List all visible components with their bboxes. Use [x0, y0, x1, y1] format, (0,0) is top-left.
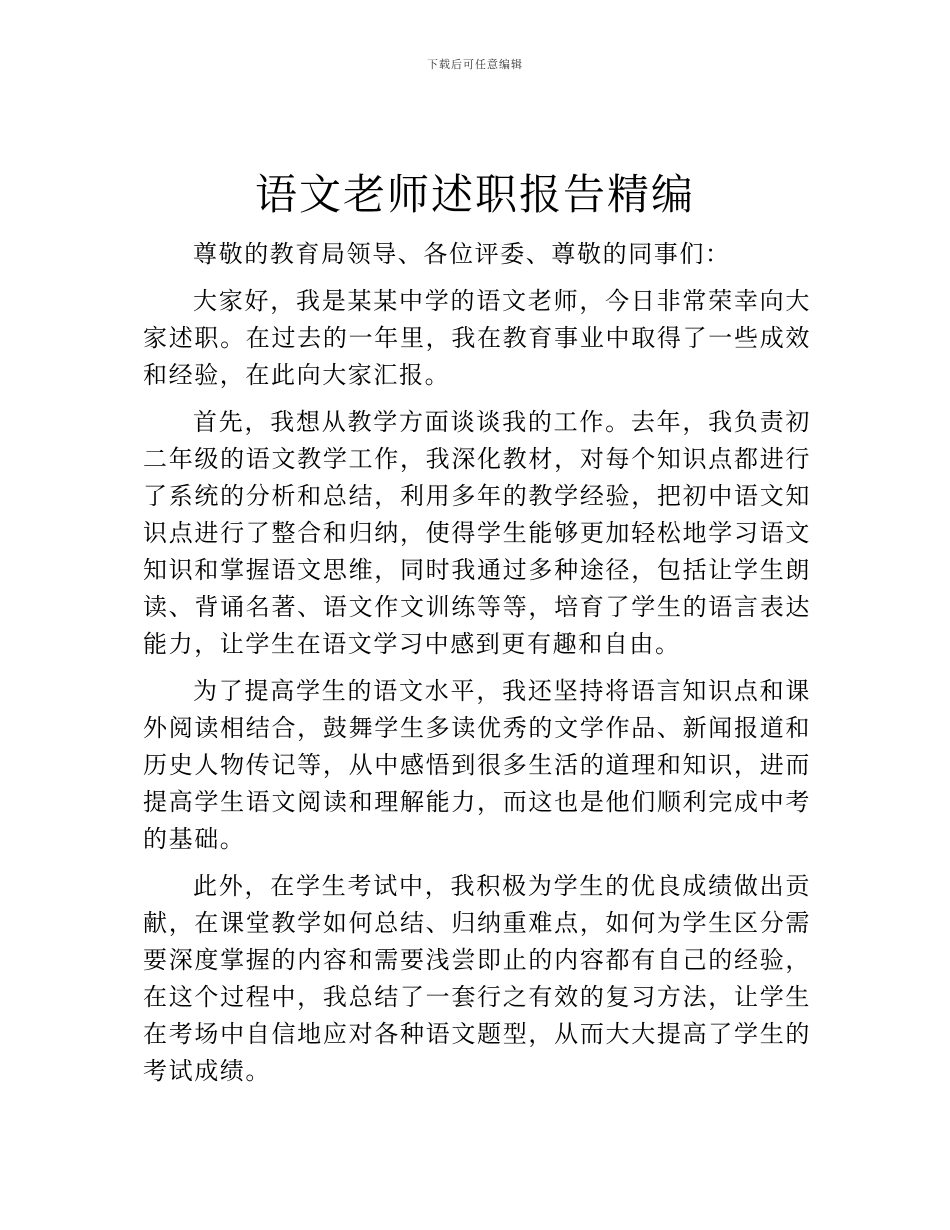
- salutation: 尊敬的教育局领导、各位评委、尊敬的同事们：: [193, 240, 731, 268]
- paragraph-intro: 大家好，我是某某中学的语文老师，今日非常荣幸向大家述职。在过去的一年里，我在教育事业中取得了一些成效和经验，在此向大家汇报。: [143, 287, 811, 389]
- paragraph-teaching: 首先，我想从教学方面谈谈我的工作。去年，我负责初二年级的语文教学工作，我深化教材，对每个知识点都进行了系统的分析和总结，利用多年的教学经验，把初中语文知识点进行了整合和归纳，使得学生能够更加轻松地学习语文知识和掌握语文思维，同时我通过多种途径，包括让学生朗读、背诵名著、语文作文训练等等，培育了学生的语言表达能力，让学生在语文学习中感到更有趣和自由。: [143, 408, 811, 658]
- header-note: 下载后可任意编辑: [427, 58, 523, 71]
- paragraph-exams: 此外，在学生考试中，我积极为学生的优良成绩做出贡献，在课堂教学如何总结、归纳重难点，如何为学生区分需要深度掌握的内容和需要浅尝即止的内容都有自己的经验，在这个过程中，我总结了一套行之有效的复习方法，让学生在考场中自信地应对各种语文题型，从而大大提高了学生的考试成绩。: [143, 872, 811, 1085]
- paragraph-reading: 为了提高学生的语文水平，我还坚持将语言知识点和课外阅读相结合，鼓舞学生多读优秀的文学作品、新闻报道和历史人物传记等，从中感悟到很多生活的道理和知识，进而提高学生语文阅读和理解能力，而这也是他们顺利完成中考的基础。: [143, 677, 811, 853]
- document-body: [143, 236, 811, 1100]
- document-title: 语文老师述职报告精编: [254, 170, 695, 219]
